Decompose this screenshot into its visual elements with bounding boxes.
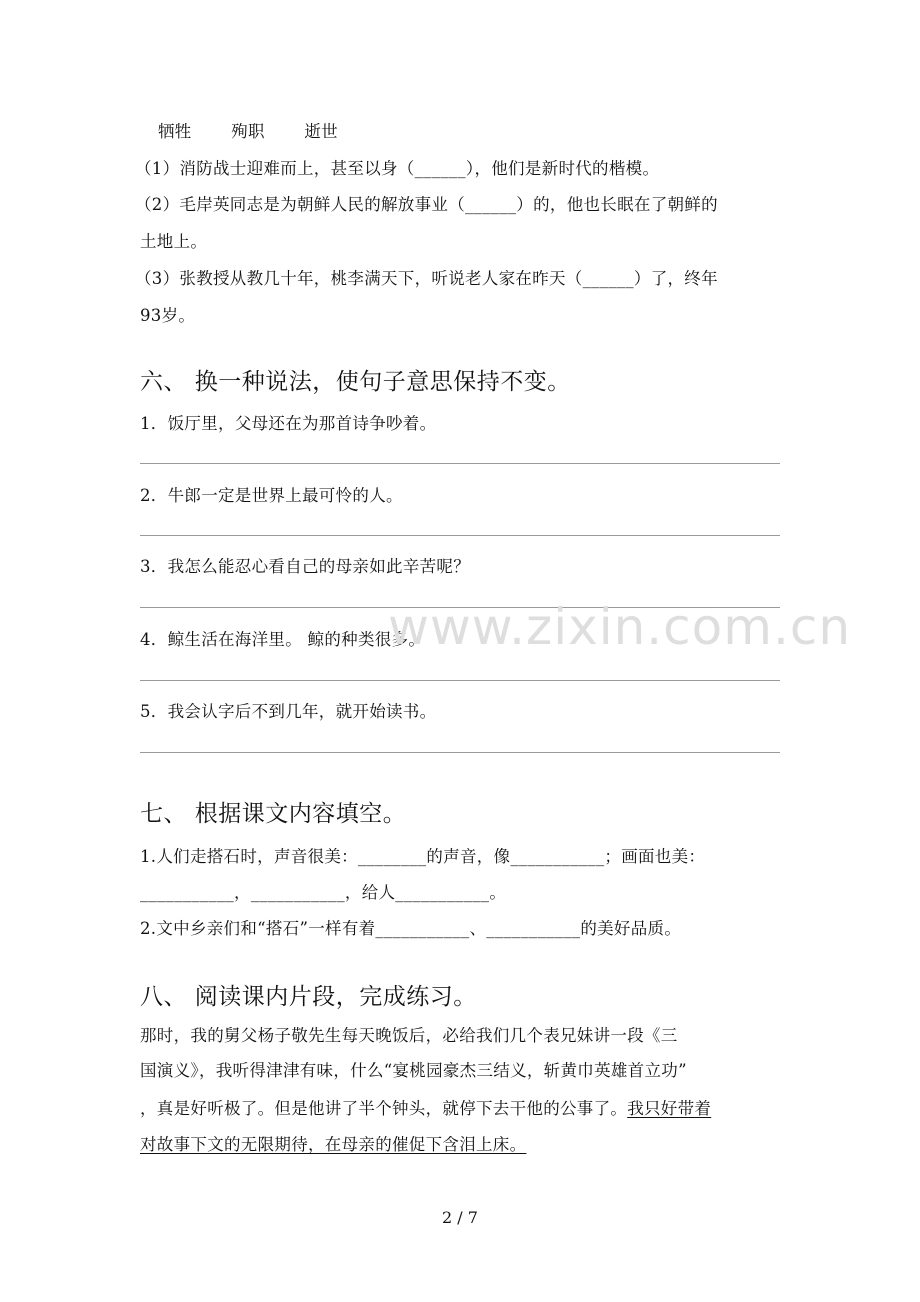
section-6-item-1: 1．饭厅里，父母还在为那首诗争吵着。 <box>140 414 437 433</box>
answer-line-4[interactable] <box>140 680 780 681</box>
q5-item-3-cont: 93岁。 <box>140 306 196 325</box>
section-6-title: 六、 换一种说法，使句子意思保持不变。 <box>140 369 571 395</box>
section-6-item-2: 2．牛郎一定是世界上最可怜的人。 <box>140 486 403 505</box>
section-7-line-3: 2.文中乡亲们和“搭石”一样有着___________、___________的美好品质。 <box>140 919 682 938</box>
section-6-item-3: 3．我怎么能忍心看自己的母亲如此辛苦呢？ <box>140 557 470 576</box>
word-bank-item: 牺牲 <box>158 122 192 141</box>
word-bank-item: 逝世 <box>304 122 338 141</box>
page-number: 2 / 7 <box>442 1208 478 1227</box>
q5-item-2-cont: 土地上。 <box>140 232 208 251</box>
answer-line-2[interactable] <box>140 535 780 536</box>
passage-line-2: 国演义》，我听得津津有味，什么“宴桃园豪杰三结义，斩黄巾英雄首立功” <box>140 1061 687 1080</box>
section-8-title: 八、 阅读课内片段，完成练习。 <box>140 984 477 1010</box>
passage-text: ，真是好听极了。但是他讲了半个钟头，就停下去干他的公事了。 <box>140 1099 628 1118</box>
passage-line-3 <box>140 1095 711 1119</box>
passage-line-4 <box>140 1131 526 1155</box>
underlined-sentence-part-2: 对故事下文的无限期待，在母亲的催促下含泪上床。 <box>140 1135 527 1154</box>
section-6-item-4: 4．鲸生活在海洋里。 鲸的种类很多。 <box>140 630 426 649</box>
q5-item-2: （2）毛岸英同志是为朝鲜人民的解放事业（______）的，他也长眠在了朝鲜的 <box>135 195 718 214</box>
section-7-title: 七、 根据课文内容填空。 <box>140 801 407 827</box>
section-6-item-5: 5．我会认字后不到几年，就开始读书。 <box>140 702 437 721</box>
q5-item-3: （3）张教授从教几十年，桃李满天下，听说老人家在昨天（______）了，终年 <box>135 269 718 288</box>
word-bank <box>158 118 372 142</box>
passage-line-1: 那时，我的舅父杨子敬先生每天晚饭后，必给我们几个表兄妹讲一段《三 <box>140 1026 678 1045</box>
section-7-line-2: ___________，___________，给人___________。 <box>140 883 507 902</box>
section-7-line-1: 1.人们走搭石时，声音很美：________的声音，像___________；画面也美： <box>140 847 706 866</box>
underlined-sentence-part-1: 我只好带着 <box>627 1099 712 1118</box>
watermark: www.zixin.com.cn <box>388 598 852 656</box>
word-bank-item: 殉职 <box>231 122 265 141</box>
q5-item-1: （1）消防战士迎难而上，甚至以身（______），他们是新时代的楷模。 <box>135 159 660 178</box>
answer-line-1[interactable] <box>140 463 780 464</box>
answer-line-5[interactable] <box>140 752 780 753</box>
